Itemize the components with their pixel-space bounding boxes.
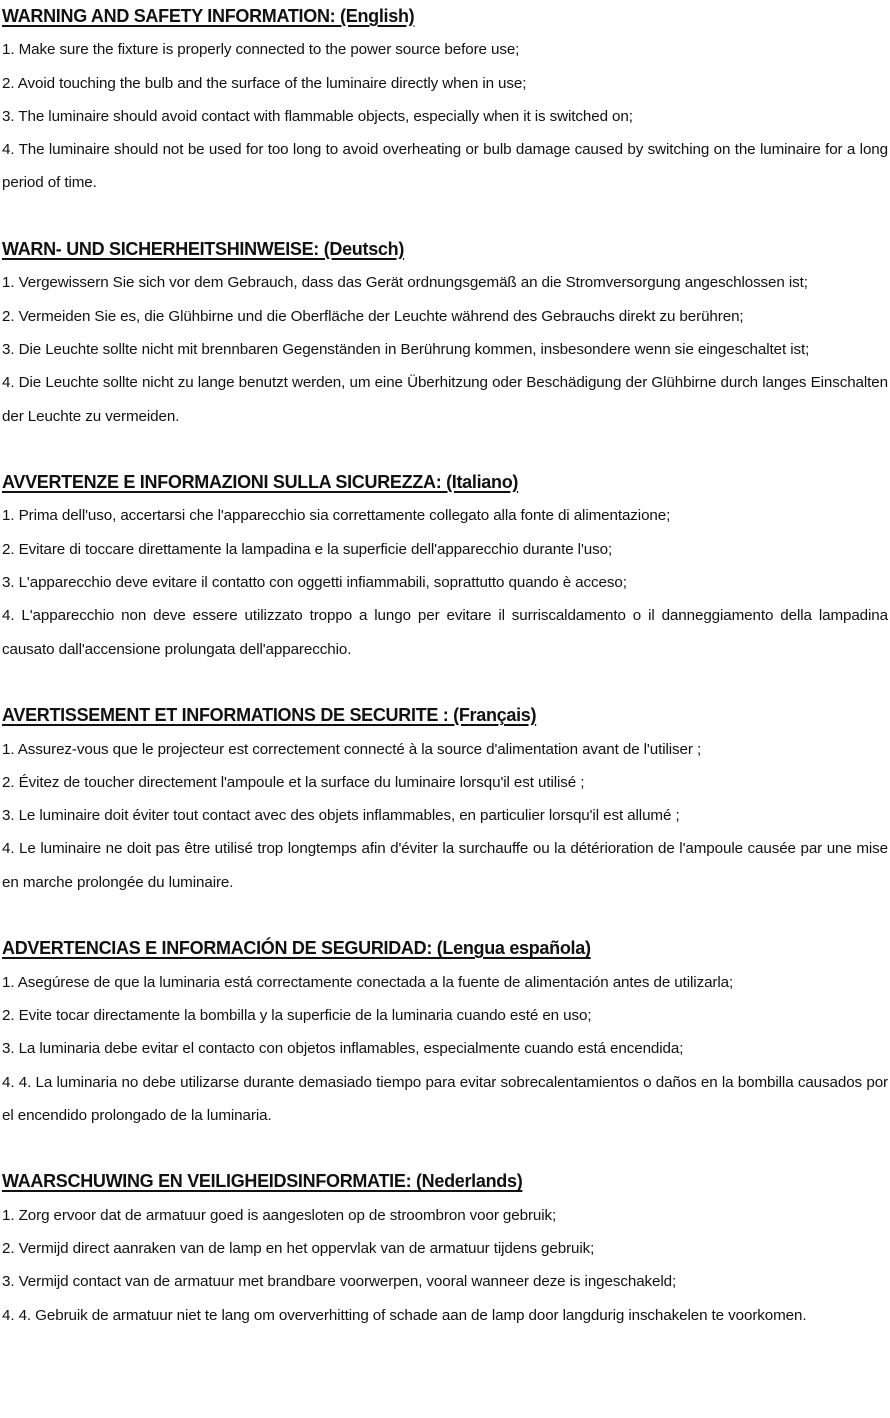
list-item: 4. 4. Gebruik de armatuur niet te lang om oververhitting of schade aan de lamp door langdurig inschakelen te voorkomen. <box>2 1306 807 1324</box>
list-item: 3. La luminaria debe evitar el contacto con objetos inflamables, especialmente cuando está encendida; <box>2 1040 684 1058</box>
list-item: 1. Zorg ervoor dat de armatuur goed is aangesloten op de stroombron voor gebruik; <box>2 1206 557 1224</box>
section-heading: AVERTISSEMENT ET INFORMATIONS DE SECURITE : (Français) <box>2 705 537 726</box>
list-item: 4. Die Leuchte sollte nicht zu lange benutzt werden, um eine Überhitzung oder Beschädigung der Glühbirne durch langes Einschalten der Leuchte zu vermeiden. <box>2 374 888 425</box>
item-list <box>2 966 888 1132</box>
item-list <box>2 733 888 899</box>
list-item: 2. Evite tocar directamente la bombilla y la superficie de la luminaria cuando esté en uso; <box>2 1006 592 1024</box>
section-espanol <box>2 932 888 1132</box>
section-heading: AVVERTENZE E INFORMAZIONI SULLA SICUREZZA: (Italiano) <box>2 472 519 493</box>
list-item: 4. Le luminaire ne doit pas être utilisé trop longtemps afin d'éviter la surchauffe ou la détérioration de l'ampoule causée par une mise en marche prolongée du luminaire. <box>2 840 888 891</box>
section-heading: WAARSCHUWING EN VEILIGHEIDSINFORMATIE: (Nederlands) <box>2 1171 523 1192</box>
list-item: 1. Make sure the fixture is properly connected to the power source before use; <box>2 41 520 59</box>
list-item: 2. Avoid touching the bulb and the surface of the luminaire directly when in use; <box>2 74 527 92</box>
list-item: 2. Vermeiden Sie es, die Glühbirne und die Oberfläche der Leuchte während des Gebrauchs direkt zu berühren; <box>2 307 744 325</box>
item-list <box>2 1199 888 1332</box>
list-item: 1. Assurez-vous que le projecteur est correctement connecté à la source d'alimentation avant de l'utiliser ; <box>2 740 702 758</box>
section-italiano <box>2 466 888 666</box>
safety-document <box>2 0 888 1332</box>
item-list <box>2 266 888 432</box>
item-list <box>2 499 888 665</box>
section-nederlands <box>2 1165 888 1331</box>
list-item: 3. L'apparecchio deve evitare il contatto con oggetti infiammabili, soprattutto quando è acceso; <box>2 574 627 592</box>
list-item: 4. The luminaire should not be used for too long to avoid overheating or bulb damage caused by switching on the luminaire for a long period of time. <box>2 141 888 192</box>
list-item: 2. Vermijd direct aanraken van de lamp en het oppervlak van de armatuur tijdens gebruik; <box>2 1239 595 1257</box>
section-english <box>2 0 888 200</box>
list-item: 3. Le luminaire doit éviter tout contact avec des objets inflammables, en particulier lorsqu'il est allumé ; <box>2 807 680 825</box>
item-list <box>2 33 888 199</box>
list-item: 3. Die Leuchte sollte nicht mit brennbaren Gegenständen in Berührung kommen, insbesondere wenn sie eingeschaltet ist; <box>2 340 810 358</box>
section-heading: WARNING AND SAFETY INFORMATION: (English) <box>2 6 415 26</box>
list-item: 2. Évitez de toucher directement l'ampoule et la surface du luminaire lorsqu'il est utilisé ; <box>2 773 585 791</box>
section-heading: ADVERTENCIAS E INFORMACIÓN DE SEGURIDAD: (Lengua española) <box>2 938 591 959</box>
list-item: 1. Prima dell'uso, accertarsi che l'apparecchio sia correttamente collegato alla fonte di alimentazione; <box>2 507 671 525</box>
section-deutsch <box>2 233 888 433</box>
list-item: 2. Evitare di toccare direttamente la lampadina e la superficie dell'apparecchio durante l'uso; <box>2 540 613 558</box>
section-heading: WARN- UND SICHERHEITSHINWEISE: (Deutsch) <box>2 239 405 260</box>
list-item: 4. L'apparecchio non deve essere utilizzato troppo a lungo per evitare il surriscaldamento o il danneggiamento della lampadina causato dall'accensione prolungata dell'apparecchio. <box>2 607 888 658</box>
list-item: 3. The luminaire should avoid contact with flammable objects, especially when it is switched on; <box>2 107 633 125</box>
list-item: 3. Vermijd contact van de armatuur met brandbare voorwerpen, vooral wanneer deze is ingeschakeld; <box>2 1273 677 1291</box>
list-item: 4. 4. La luminaria no debe utilizarse durante demasiado tiempo para evitar sobrecalentamientos o daños en la bombilla causados por el encendido prolongado de la luminaria. <box>2 1073 888 1124</box>
list-item: 1. Asegúrese de que la luminaria está correctamente conectada a la fuente de alimentación antes de utilizarla; <box>2 973 734 991</box>
list-item: 1. Vergewissern Sie sich vor dem Gebrauch, dass das Gerät ordnungsgemäß an die Stromversorgung angeschlossen ist; <box>2 274 808 292</box>
section-francais <box>2 699 888 899</box>
